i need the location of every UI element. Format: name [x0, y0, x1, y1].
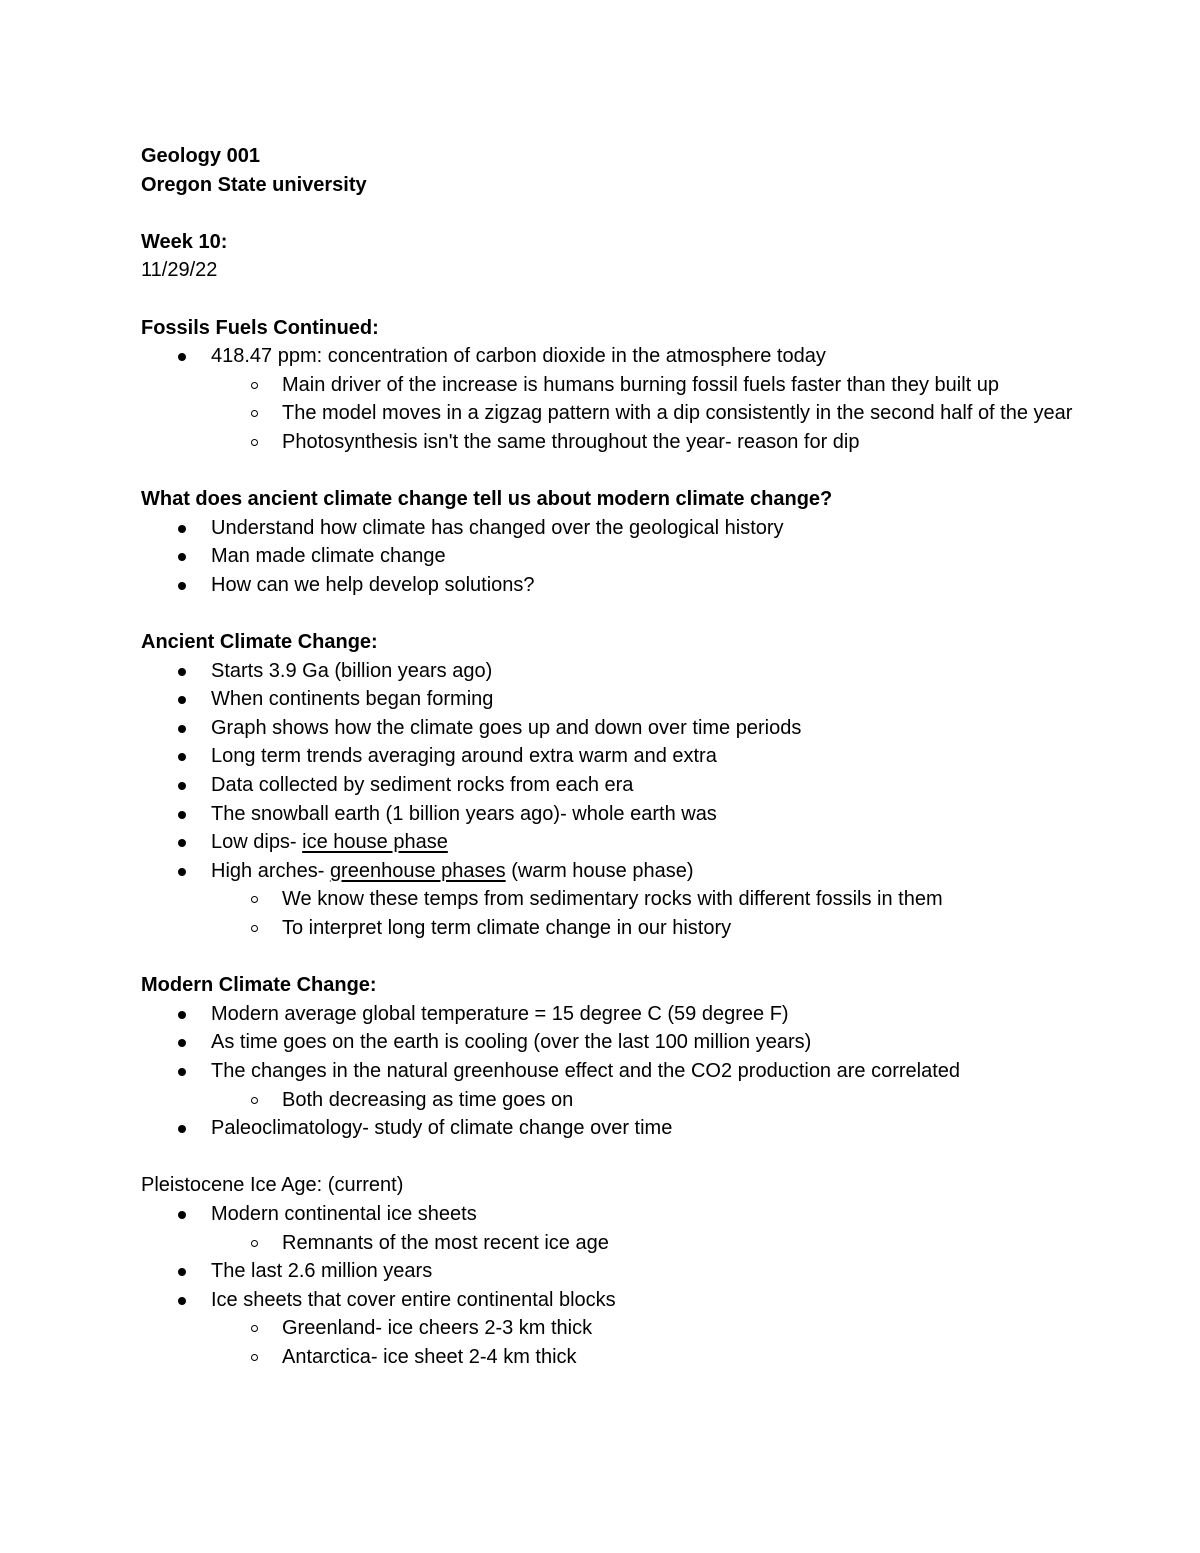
sub-list-item	[141, 428, 1101, 457]
list-item	[141, 771, 1101, 800]
sub-list-item	[141, 1343, 1101, 1372]
list-item-text: Ice sheets that cover entire continental blocks	[211, 1288, 616, 1311]
list-item-text: The model moves in a zigzag pattern with a dip consistently in the second half of the year	[282, 402, 1073, 425]
bullet-icon	[178, 868, 186, 876]
circle-bullet-icon	[251, 410, 258, 417]
bullet-icon	[178, 525, 186, 533]
bullet-icon	[178, 839, 186, 847]
bullet-icon	[178, 668, 186, 676]
course-title: Geology 001	[141, 145, 260, 167]
list-item	[141, 828, 1101, 857]
list-item-text: The changes in the natural greenhouse effect and the CO2 production are correlated	[211, 1060, 961, 1082]
list-item-text: Long term trends averaging around extra warm and extra	[211, 745, 717, 768]
section-heading-pleistocene: Pleistocene Ice Age: (current)	[141, 1174, 404, 1197]
list-item-text: High arches-	[211, 859, 330, 882]
list-item	[141, 1286, 1101, 1315]
list-item-text: The last 2.6 million years	[211, 1260, 433, 1283]
section-heading-fossil-fuels: Fossils Fuels Continued:	[141, 316, 379, 339]
week-label: Week 10:	[141, 230, 228, 253]
list-item-text: Main driver of the increase is humans burning fossil fuels faster than they built up	[282, 373, 1000, 396]
list-item-text: When continents began forming	[211, 688, 494, 711]
section-heading-modern-climate: Modern Climate Change:	[141, 974, 377, 997]
bullet-icon	[178, 553, 186, 561]
sub-list-item	[141, 1086, 1101, 1115]
list-item-text: Data collected by sediment rocks from each era	[211, 774, 634, 797]
list-item	[141, 1257, 1101, 1286]
list-item	[141, 1057, 1101, 1086]
circle-bullet-icon	[251, 1097, 258, 1104]
list-item-text: The snowball earth (1 billion years ago)- whole earth was	[211, 802, 717, 825]
section-heading-ancient-vs-modern: What does ancient climate change tell us about modern climate change?	[141, 488, 833, 511]
bullet-icon	[178, 1068, 186, 1076]
sub-list-item	[141, 371, 1101, 400]
list-item-text: Starts 3.9 Ga (billion years ago)	[211, 659, 493, 682]
list-item	[141, 685, 1101, 714]
list-item	[141, 1000, 1101, 1029]
bullet-icon	[178, 1039, 186, 1047]
list-item	[141, 514, 1101, 543]
list-item	[141, 714, 1101, 743]
underlined-term: greenhouse phases	[329, 859, 506, 882]
list-item	[141, 1114, 1101, 1143]
bullet-icon	[178, 696, 186, 704]
list-item	[141, 571, 1101, 600]
list-item-text: (warm house phase)	[505, 859, 694, 882]
list-item	[141, 657, 1101, 686]
document-body	[141, 142, 1101, 1372]
bullet-icon	[178, 1125, 186, 1133]
school-name: Oregon State university	[141, 173, 367, 196]
list-item-text: Modern continental ice sheets	[211, 1202, 477, 1225]
list-item-text: Greenland- ice cheers 2-3 km thick	[282, 1317, 593, 1340]
underlined-term: ice house phase	[302, 831, 448, 854]
list-item	[141, 800, 1101, 829]
bullet-icon	[178, 811, 186, 819]
circle-bullet-icon	[251, 896, 258, 903]
list-item-text: Photosynthesis isn't the same throughout the year- reason for dip	[282, 430, 860, 453]
section-heading-ancient-climate: Ancient Climate Change:	[141, 631, 378, 654]
circle-bullet-icon	[251, 382, 258, 389]
list-item	[141, 542, 1101, 571]
list-item-text: 418.47 ppm: concentration of carbon dioxide in the atmosphere today	[211, 345, 826, 368]
date: 11/29/22	[141, 259, 218, 282]
list-item-text: We know these temps from sedimentary rocks with different fossils in them	[282, 888, 943, 911]
bullet-icon	[178, 353, 186, 361]
list-item-text: How can we help develop solutions?	[211, 573, 535, 596]
list-item	[141, 857, 1101, 886]
list-item-text: To interpret long term climate change in our history	[282, 917, 732, 940]
list-item-text: Paleoclimatology- study of climate change over time	[211, 1117, 673, 1140]
list-item-text: Modern average global temperature = 15 degree C (59 degree F)	[211, 1002, 789, 1025]
circle-bullet-icon	[251, 1354, 258, 1361]
circle-bullet-icon	[251, 439, 258, 446]
sub-list-item	[141, 885, 1101, 914]
circle-bullet-icon	[251, 1240, 258, 1247]
bullet-icon	[178, 582, 186, 590]
bullet-icon	[178, 725, 186, 733]
bullet-icon	[178, 1011, 186, 1019]
list-item-text: As time goes on the earth is cooling (over the last 100 million years)	[211, 1031, 812, 1054]
list-item-text: Man made climate change	[211, 545, 446, 568]
list-item-text: Graph shows how the climate goes up and down over time periods	[211, 716, 802, 739]
bullet-icon	[178, 1297, 186, 1305]
list-item	[141, 742, 1101, 771]
bullet-icon	[178, 1211, 186, 1219]
list-item	[141, 1200, 1101, 1229]
bullet-icon	[178, 782, 186, 790]
list-item	[141, 342, 1101, 371]
sub-list-item	[141, 1314, 1101, 1343]
bullet-icon	[178, 1268, 186, 1276]
list-item-text: Remnants of the most recent ice age	[282, 1231, 609, 1254]
sub-list-item	[141, 914, 1101, 943]
circle-bullet-icon	[251, 1325, 258, 1332]
sub-list-item	[141, 399, 1101, 428]
list-item-text: Low dips-	[211, 831, 303, 854]
list-item-text: Both decreasing as time goes on	[282, 1088, 574, 1111]
list-item-text: Understand how climate has changed over the geological history	[211, 516, 784, 539]
list-item-text: Antarctica- ice sheet 2-4 km thick	[282, 1345, 577, 1368]
circle-bullet-icon	[251, 925, 258, 932]
list-item	[141, 1028, 1101, 1057]
sub-list-item	[141, 1229, 1101, 1258]
bullet-icon	[178, 753, 186, 761]
